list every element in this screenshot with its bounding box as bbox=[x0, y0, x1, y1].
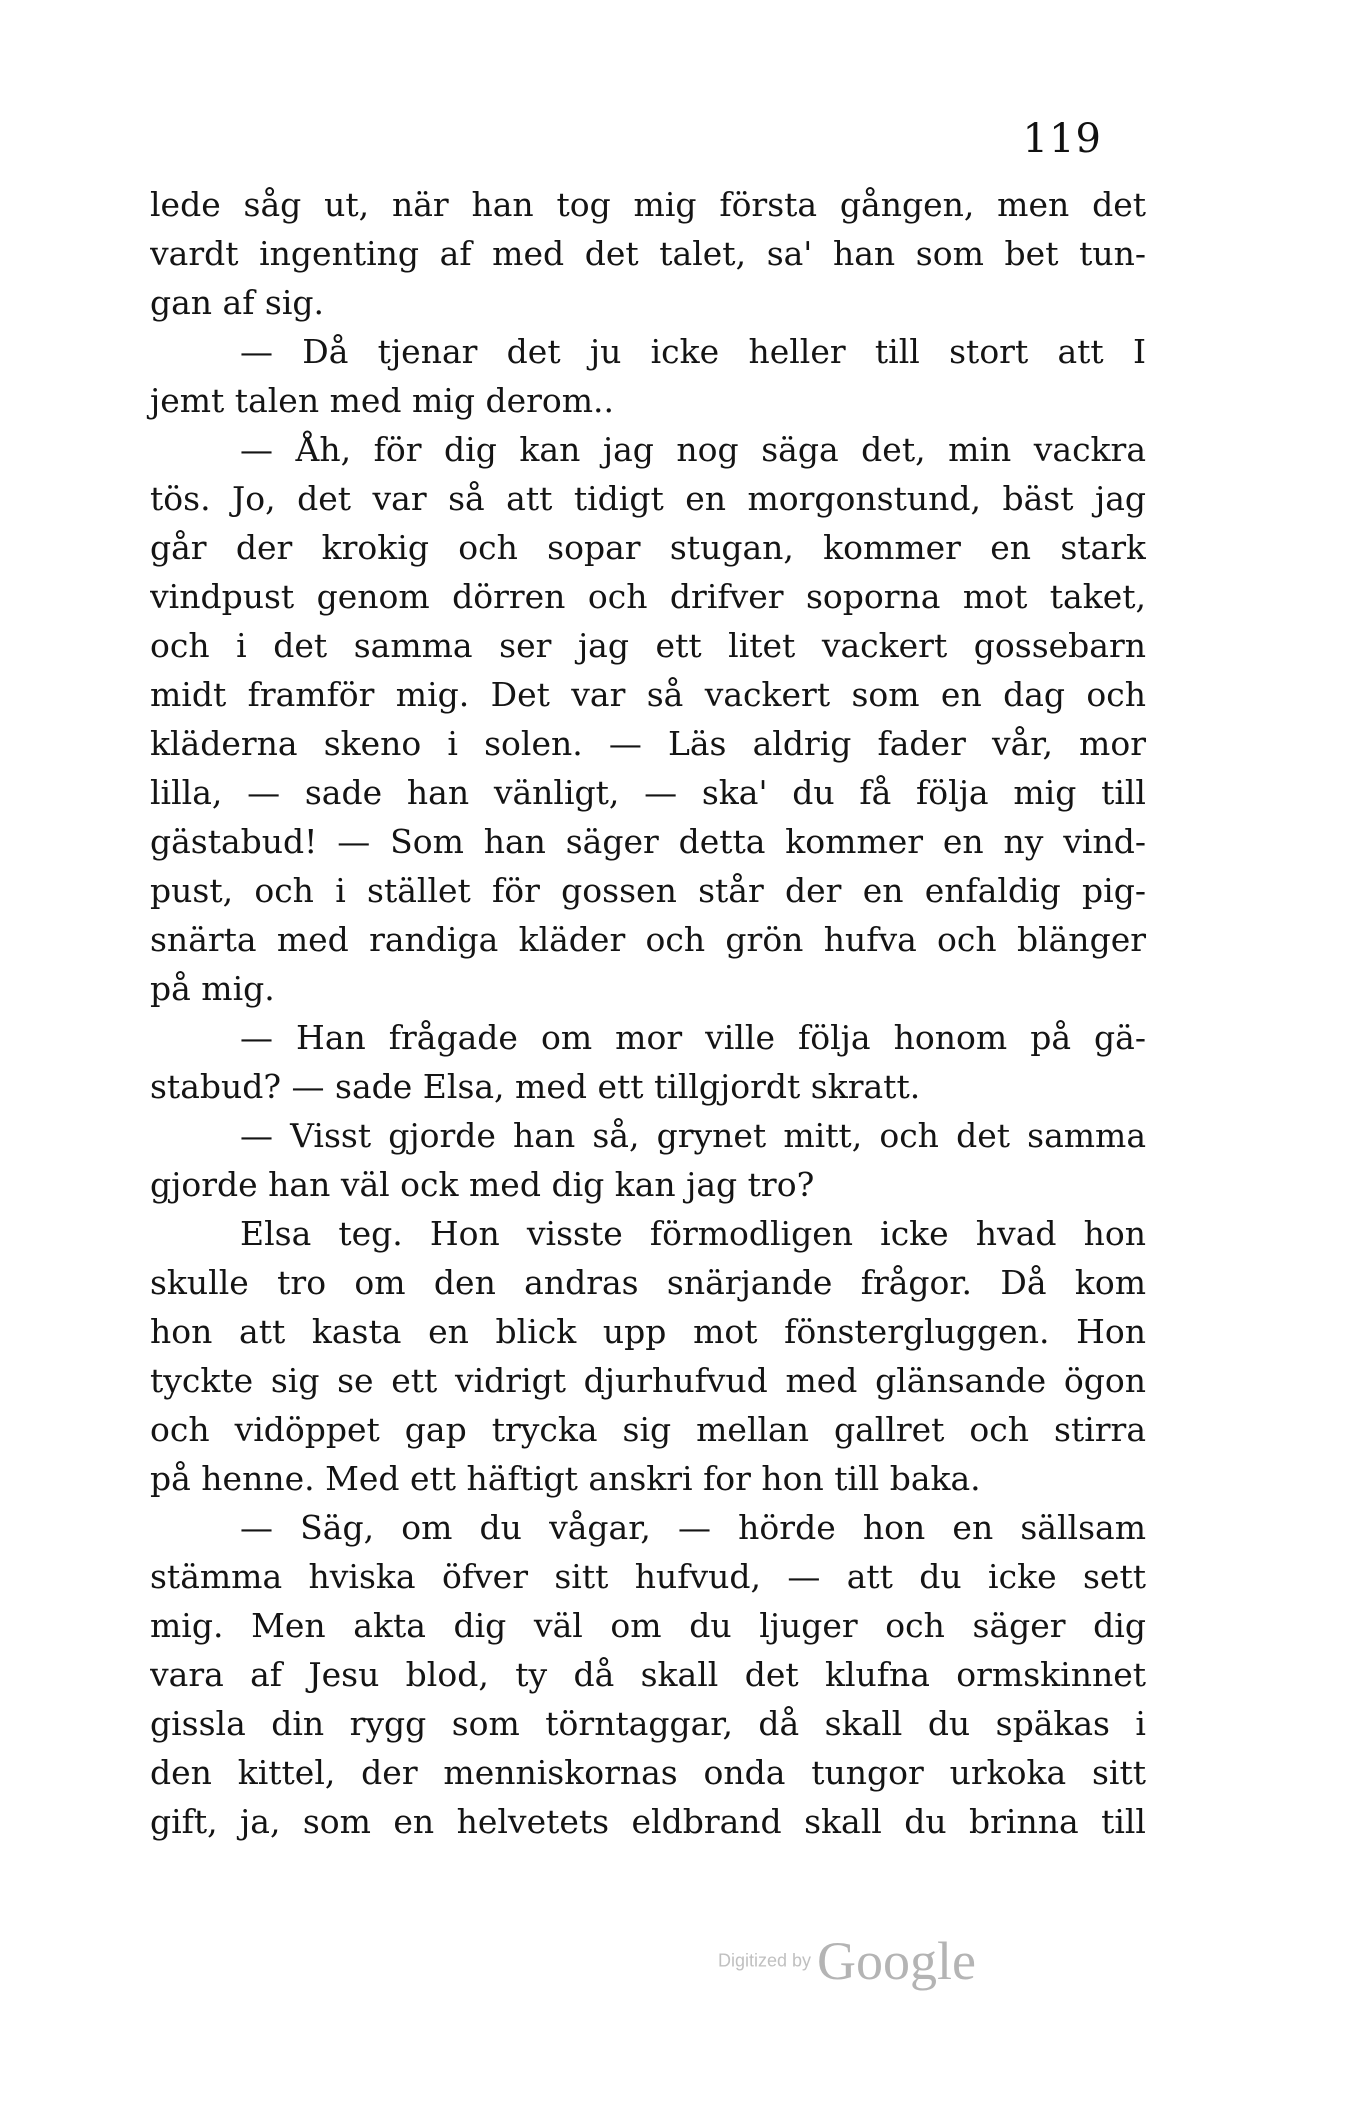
text-line: vindpust genom dörren och drifver soporna mot taket, bbox=[150, 577, 1146, 616]
page-number: 119 bbox=[1022, 116, 1102, 162]
text-line: och vidöppet gap trycka sig mellan gallret och stirra bbox=[150, 1410, 1146, 1449]
text-line: mig. Men akta dig väl om du ljuger och säger dig bbox=[150, 1606, 1146, 1645]
text-line: — Han frågade om mor ville följa honom på gä- bbox=[240, 1018, 1146, 1057]
text-line: lede såg ut, när han tog mig första gången, men det bbox=[150, 185, 1146, 224]
text-line: gästabud! — Som han säger detta kommer en ny vind- bbox=[150, 822, 1146, 861]
text-line: gissla din rygg som törntaggar, då skall du späkas i bbox=[150, 1704, 1146, 1743]
text-line: — Åh, för dig kan jag nog säga det, min vackra bbox=[240, 430, 1146, 469]
body-text bbox=[150, 180, 1146, 1846]
text-line: gift, ja, som en helvetets eldbrand skall du brinna till bbox=[150, 1802, 1146, 1841]
text-line: midt framför mig. Det var så vackert som en dag och bbox=[150, 675, 1146, 714]
text-line: kläderna skeno i solen. — Läs aldrig fader vår, mor bbox=[150, 724, 1146, 763]
google-logo: Google bbox=[817, 1931, 977, 1991]
text-line: jemt talen med mig derom.. bbox=[150, 381, 615, 420]
digitized-by-google-watermark bbox=[718, 1930, 976, 1992]
text-line: vara af Jesu blod, ty då skall det klufna ormskinnet bbox=[150, 1655, 1146, 1694]
text-line: lilla, — sade han vänligt, — ska' du få följa mig till bbox=[150, 773, 1146, 812]
text-line: Elsa teg. Hon visste förmodligen icke hvad hon bbox=[240, 1214, 1146, 1253]
text-line: skulle tro om den andras snärjande frågor. Då kom bbox=[150, 1263, 1146, 1302]
text-line: — Visst gjorde han så, grynet mitt, och det samma bbox=[240, 1116, 1146, 1155]
text-line: snärta med randiga kläder och grön hufva och blänger bbox=[150, 920, 1146, 959]
text-line: hon att kasta en blick upp mot fönstergluggen. Hon bbox=[150, 1312, 1146, 1351]
text-line: — Då tjenar det ju icke heller till stort att I bbox=[240, 332, 1146, 371]
text-line: — Säg, om du vågar, — hörde hon en sällsam bbox=[240, 1508, 1146, 1547]
text-line: och i det samma ser jag ett litet vackert gossebarn bbox=[150, 626, 1146, 665]
text-line: tyckte sig se ett vidrigt djurhufvud med glänsande ögon bbox=[150, 1361, 1146, 1400]
text-line: på henne. Med ett häftigt anskri for hon till baka. bbox=[150, 1459, 981, 1498]
text-line: på mig. bbox=[150, 969, 275, 1008]
text-line: pust, och i stället för gossen står der en enfaldig pig- bbox=[150, 871, 1146, 910]
text-line: gan af sig. bbox=[150, 283, 325, 322]
text-line: går der krokig och sopar stugan, kommer en stark bbox=[150, 528, 1146, 567]
text-line: stabud? — sade Elsa, med ett tillgjordt skratt. bbox=[150, 1067, 921, 1106]
text-line: vardt ingenting af med det talet, sa' han som bet tun- bbox=[150, 234, 1146, 273]
digitized-by-label: Digitized by bbox=[718, 1950, 812, 1971]
text-line: den kittel, der menniskornas onda tungor urkoka sitt bbox=[150, 1753, 1146, 1792]
text-line: gjorde han väl ock med dig kan jag tro? bbox=[150, 1165, 815, 1204]
text-line: stämma hviska öfver sitt hufvud, — att du icke sett bbox=[150, 1557, 1146, 1596]
text-line: tös. Jo, det var så att tidigt en morgonstund, bäst jag bbox=[150, 479, 1146, 518]
